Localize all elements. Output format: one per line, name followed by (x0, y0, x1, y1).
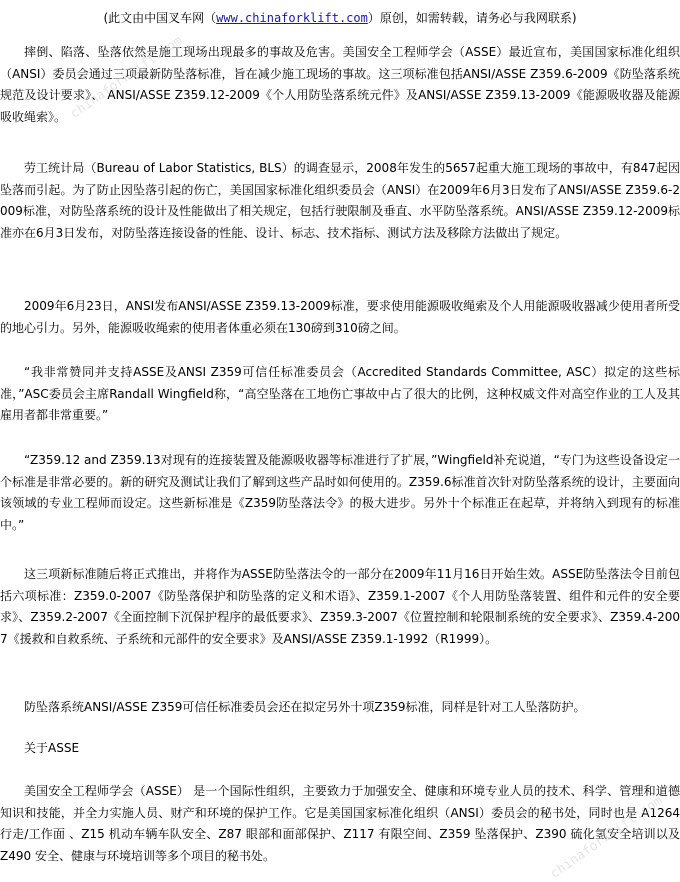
section-heading-about: 关于ASSE (24, 741, 80, 755)
paragraph-intro: 摔倒、陷落、坠落依然是施工现场出现最多的事故及危害。美国安全工程师学会（ASSE）最近宣布，美国国家标准化组织（ANSI）委员会通过三项最新防坠落标准，旨在减少施工现场的事故。这三项标准包括ANSI/ASSE Z359.6-2009《防坠落系统规范及设计要求》、 ANSI/ASSE Z359.12-2009《个人用防坠落系统元件》及ANSI/ASSE Z359.13-2009《能源吸收器及能源吸收绳索》。 (0, 45, 680, 124)
paragraph-quote-2: “Z359.12 and Z359.13对现有的连接装置及能源吸收器等标准进行了扩展，”Wingfield补充说道，“专门为这些设备设定一个标准是非常必要的。新的研究及测试让我们了解到这些产品时如何使用的。Z359.6标准首次针对防坠落系统的设计，主要面向该领域的专业工程师而设定。这些新标准是《Z359防坠落法令》的极大进步。另外十个标准正在起草，并将纳入到现有的标准中。” (0, 453, 680, 532)
watermark: chinaforklift.com (67, 33, 186, 122)
paragraph-fall-code: 这三项新标准随后将正式推出，并将作为ASSE防坠落法令的一部分在2009年11月16日开始生效。ASSE防坠落法令目前包括六项标准：Z359.0-2007《防坠落保护和防坠落的定义和术语》、Z359.1-2007《个人用防坠落装置、组件和元件的安全要求》、Z359.2-2007《全面控制下沉保护程序的最低要求》、Z359.3-2007《位置控制和轮限制系统的安全要求》、Z359.4-2007《援救和自救系统、子系统和元部件的安全要求》及ANSI/ASSE Z359.1-1992（R1999）。 (0, 567, 680, 646)
copyright-prefix: (此文由中国叉车网（ (103, 11, 217, 25)
source-link[interactable]: www.chinaforklift.com (216, 11, 368, 25)
copyright-suffix: ）原创，如需转载，请务必与我网联系) (367, 11, 577, 25)
paragraph-bls: 劳工统计局（Bureau of Labor Statistics, BLS）的调查显示，2008年发生的5657起重大施工现场的事故中，有847起因坠落而引起。为了防止因坠落引起的伤亡，美国国家标准化组织委员会（ANSI）在2009年6月3日发布了ANSI/ASSE Z359.6-2009标准，对防坠落系统的设计及性能做出了相关规定，包括行驶限制及垂直、水平防坠落系统。ANSI/ASSE Z359.12-2009标准亦在6月3日发布，对防坠落连接设备的性能、设计、标志、技术指标、测试方法及移除方法做出了规定。 (0, 161, 680, 240)
paragraph-z359-13: 2009年6月23日，ANSI发布ANSI/ASSE Z359.13-2009标准，要求使用能源吸收绳索及个人用能源吸收器减少使用者所受的地心引力。另外，能源吸收绳索的使用者体重必须在130磅到310磅之间。 (0, 299, 680, 335)
copyright-notice (0, 10, 680, 26)
paragraph-about-asse: 美国安全工程师学会（ASSE） 是一个国际性组织，主要致力于加强安全、健康和环境专业人员的技术、科学、管理和道德知识和技能，并全力实施人员、财产和环境的保护工作。它是美国国家标准化组织（ANSI）委员会的秘书处，同时也是 A1264 行走/工作面 、Z15 机动车辆车队安全、Z87 眼部和面部保护、Z117 有限空间、Z359 坠落保护、Z390 硫化氢安全培训以及 Z490 安全、健康与环境培训等多个项目的秘书处。 (0, 784, 680, 863)
paragraph-committee: 防坠落系统ANSI/ASSE Z359可信任标准委员会还在拟定另外十项Z359标准，同样是针对工人坠落防护。 (24, 700, 586, 714)
watermark: chinaforklift.com (547, 793, 666, 882)
paragraph-quote-1: “我非常赞同并支持ASSE及ANSI Z359可信任标准委员会（Accredited Standards Committee, ASC）拟定的这些标准，”ASC委员会主席Randall Wingfield称，“高空坠落在工地伤亡事故中占了很大的比例，这种权威文件对高空作业的工人及其雇用者都非常重要。” (0, 365, 680, 422)
